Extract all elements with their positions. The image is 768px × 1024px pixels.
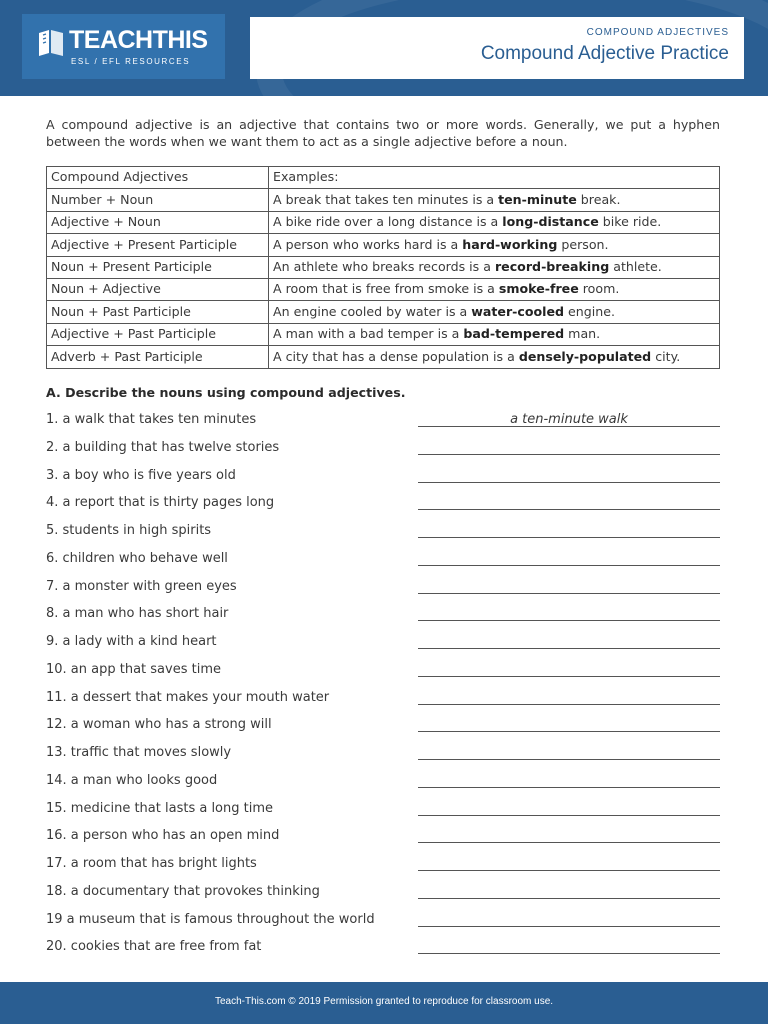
worksheet-title: Compound Adjective Practice — [480, 43, 729, 64]
exercise-prompt: 15. medicine that lasts a long time — [46, 800, 274, 816]
answer-line[interactable] — [418, 495, 720, 510]
table-header-cell: Examples: — [269, 167, 720, 189]
exercise-prompt: 14. a man who looks good — [46, 772, 218, 788]
exercise-item — [46, 850, 720, 878]
answer-line[interactable] — [418, 801, 720, 816]
adjective-type-cell: Noun + Past Participle — [47, 301, 269, 323]
adjective-type-cell: Adjective + Past Participle — [47, 323, 269, 345]
answer-line[interactable] — [418, 523, 720, 538]
exercise-prompt: 11. a dessert that makes your mouth water — [46, 689, 330, 705]
exercise-item — [46, 711, 720, 739]
teachthis-logo — [22, 14, 225, 79]
exercise-prompt: 12. a woman who has a strong will — [46, 717, 272, 733]
example-cell — [269, 189, 720, 211]
table-header-cell: Compound Adjectives — [47, 167, 269, 189]
example-cell — [269, 256, 720, 278]
exercise-item — [46, 684, 720, 712]
exercise-item — [46, 600, 720, 628]
exercise-item — [46, 545, 720, 573]
exercise-item — [46, 434, 720, 462]
example-text: An engine cooled by water is a — [273, 303, 472, 319]
exercise-item — [46, 933, 720, 961]
compound-adjective-example: ten-minute — [498, 191, 577, 207]
example-text: room. — [578, 281, 620, 297]
answer-line[interactable] — [418, 773, 720, 788]
answer-line[interactable] — [418, 662, 720, 677]
exercise-prompt: 17. a room that has bright lights — [46, 856, 257, 871]
example-text: A room that is free from smoke is a — [273, 281, 499, 297]
answer-line[interactable] — [418, 745, 720, 760]
book-icon — [36, 27, 66, 57]
answer-line[interactable] — [418, 856, 720, 871]
table-row — [47, 278, 720, 300]
compound-adjective-example: record-breaking — [494, 258, 610, 274]
example-text: break. — [576, 191, 621, 207]
example-cell — [269, 211, 720, 233]
table-row — [47, 323, 720, 345]
answer-line[interactable] — [418, 828, 720, 843]
answer-line[interactable] — [418, 912, 720, 927]
answer-line[interactable]: a ten-minute walk — [418, 412, 720, 427]
exercise-list — [46, 406, 720, 961]
compound-adjective-example: hard-working — [462, 236, 558, 252]
exercise-prompt: 8. a man who has short hair — [46, 606, 229, 622]
exercise-item — [46, 656, 720, 684]
example-text: man. — [564, 326, 601, 342]
answer-line[interactable] — [418, 939, 720, 954]
exercise-item — [46, 906, 720, 934]
example-cell — [269, 323, 720, 345]
exercise-item — [46, 878, 720, 906]
title-box — [250, 17, 744, 79]
example-text: A bike ride over a long distance is a — [273, 214, 503, 230]
answer-line[interactable] — [418, 440, 720, 455]
adjective-type-cell: Adverb + Past Participle — [47, 346, 269, 368]
worksheet-category: COMPOUND ADJECTIVES — [586, 27, 729, 38]
section-a-title: A. Describe the nouns using compound adjectives. — [46, 385, 406, 400]
table-row — [47, 234, 720, 256]
exercise-prompt: 6. children who behave well — [46, 550, 228, 566]
example-text: engine. — [564, 303, 616, 319]
page-header — [0, 0, 768, 96]
example-text: A man with a bad temper is a — [273, 326, 464, 342]
compound-adjective-example: bad-tempered — [463, 326, 565, 342]
example-text: city. — [651, 348, 681, 364]
answer-line[interactable] — [418, 606, 720, 621]
exercise-prompt: 10. an app that saves time — [46, 661, 221, 677]
table-row — [47, 346, 720, 368]
example-text: bike ride. — [598, 214, 662, 230]
adjective-type-cell: Adjective + Noun — [47, 211, 269, 233]
answer-line[interactable] — [418, 717, 720, 732]
answer-line[interactable] — [418, 468, 720, 483]
adjective-type-cell: Noun + Adjective — [47, 278, 269, 300]
exercise-prompt: 5. students in high spirits — [46, 523, 212, 538]
adjective-type-cell: Noun + Present Participle — [47, 256, 269, 278]
exercise-prompt: 16. a person who has an open mind — [46, 828, 280, 844]
logo-tagline: ESL / EFL RESOURCES — [71, 57, 191, 66]
answer-line[interactable] — [418, 634, 720, 649]
example-cell — [269, 346, 720, 368]
compound-adjective-example: smoke-free — [498, 281, 579, 297]
exercise-prompt: 18. a documentary that provokes thinking — [46, 883, 320, 899]
compound-adjective-table — [46, 166, 720, 369]
compound-adjective-example: long-distance — [502, 214, 599, 230]
example-text: A break that takes ten minutes is a — [273, 191, 499, 207]
adjective-type-cell: Number + Noun — [47, 189, 269, 211]
table-row — [47, 189, 720, 211]
exercise-item — [46, 767, 720, 795]
exercise-prompt: 3. a boy who is five years old — [46, 467, 236, 483]
example-text: A city that has a dense population is a — [273, 348, 519, 364]
intro-paragraph: A compound adjective is an adjective that contains two or more words. Generally, we put a hyphen between the words when we want them to act as a single adjective before a noun. — [46, 117, 720, 149]
example-cell — [269, 301, 720, 323]
exercise-item — [46, 406, 720, 434]
exercise-prompt: 4. a report that is thirty pages long — [46, 495, 275, 511]
exercise-prompt: 1. a walk that takes ten minutes — [46, 412, 257, 427]
exercise-item — [46, 489, 720, 517]
answer-line[interactable] — [418, 551, 720, 566]
table-row — [47, 301, 720, 323]
exercise-item — [46, 628, 720, 656]
table-row — [47, 256, 720, 278]
exercise-item — [46, 573, 720, 601]
example-cell — [269, 234, 720, 256]
exercise-prompt: 2. a building that has twelve stories — [46, 439, 280, 455]
example-text: An athlete who breaks records is a — [273, 258, 495, 274]
exercise-item — [46, 462, 720, 490]
footer-text: Teach-This.com © 2019 Permission granted to reproduce for classroom use. — [214, 996, 554, 1007]
logo-brand: TEACHTHIS — [69, 26, 208, 54]
adjective-type-cell: Adjective + Present Participle — [47, 234, 269, 256]
exercise-prompt: 20. cookies that are free from fat — [46, 939, 262, 955]
example-cell — [269, 278, 720, 300]
table-row — [47, 211, 720, 233]
exercise-prompt: 13. traffic that moves slowly — [46, 745, 232, 760]
table-header-row — [47, 167, 720, 189]
example-text: A person who works hard is a — [273, 236, 463, 252]
exercise-item — [46, 517, 720, 545]
exercise-prompt: 9. a lady with a kind heart — [46, 634, 217, 649]
exercise-item — [46, 795, 720, 823]
exercise-item — [46, 739, 720, 767]
compound-adjective-example: densely-populated — [518, 348, 652, 364]
exercise-prompt: 19 a museum that is famous throughout the world — [46, 911, 375, 927]
example-text: athlete. — [609, 258, 662, 274]
answer-line[interactable] — [418, 579, 720, 594]
example-text: person. — [557, 236, 609, 252]
page-footer — [0, 982, 768, 1024]
answer-line[interactable] — [418, 690, 720, 705]
exercise-item — [46, 822, 720, 850]
compound-adjective-example: water-cooled — [471, 303, 565, 319]
answer-line[interactable] — [418, 884, 720, 899]
exercise-prompt: 7. a monster with green eyes — [46, 578, 237, 594]
